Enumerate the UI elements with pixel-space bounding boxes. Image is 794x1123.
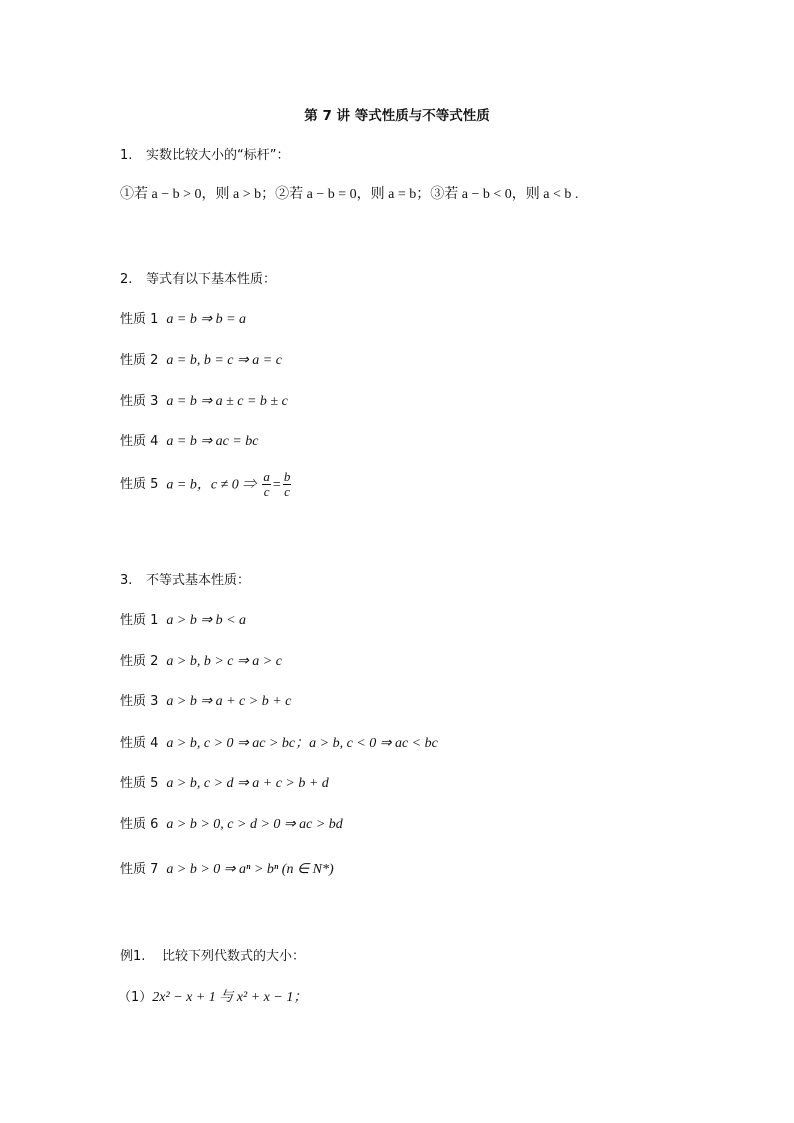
property-expression: a > b > 0, c > d > 0 ⇒ ac > bd (166, 817, 343, 832)
inequality-property-2 (120, 650, 282, 670)
property-label: 性质 6 (120, 817, 159, 832)
example-label: 例1. (120, 949, 146, 964)
property-label: 性质 4 (120, 736, 159, 751)
property-label: 性质 5 (120, 776, 159, 791)
fraction-a-over-c (262, 470, 271, 500)
equality-property-4 (120, 430, 258, 450)
example-heading (120, 945, 305, 964)
section1-heading-text: 实数比较大小的“标杆”： (146, 148, 290, 163)
property-label: 性质 3 (120, 694, 159, 709)
property-expression: a > b ⇒ a + c > b + c (166, 694, 292, 709)
property-label: 性质 7 (120, 862, 159, 877)
equality-property-1 (120, 308, 246, 328)
equality-property-5 (120, 470, 293, 500)
inequality-property-5 (120, 772, 329, 792)
property-label: 性质 1 (120, 613, 159, 628)
property-expression: a = b ⇒ b = a (166, 312, 247, 327)
example-part-label: （1） (118, 990, 153, 1005)
inequality-property-3 (120, 690, 291, 710)
inequality-property-4 (120, 732, 438, 752)
section3-number: 3. (120, 573, 133, 588)
inequality-property-6 (120, 813, 343, 833)
example-part-1 (118, 986, 307, 1006)
fraction-numerator: a (263, 469, 270, 484)
property-expression: a > b, c > d ⇒ a + c > b + d (166, 776, 329, 791)
fraction-b-over-c (283, 470, 292, 500)
page-title: 第 7 讲 等式性质与不等式性质 (304, 108, 490, 124)
section1-comparison-line: ①若 a − b > 0，则 a > b；②若 a − b = 0，则 a = b；③若 a − b < 0，则 a < b . (120, 187, 579, 202)
property-label: 性质 1 (120, 312, 159, 327)
property-label: 性质 5 (120, 477, 159, 493)
section1-number: 1. (120, 148, 133, 163)
inequality-property-1 (120, 609, 246, 629)
fraction-numerator: b (283, 469, 291, 484)
property-expression: a > b, c > 0 ⇒ ac > bc；a > b, c < 0 ⇒ ac < bc (166, 736, 438, 751)
section3-heading-text: 不等式基本性质： (146, 573, 251, 588)
property-expression: a = b, b = c ⇒ a = c (166, 353, 282, 368)
example-text: 比较下列代数式的大小： (162, 949, 306, 964)
section3-heading (120, 569, 250, 588)
property-expression: a > b ⇒ b < a (166, 613, 247, 628)
equality-property-3 (120, 390, 288, 410)
property-label: 性质 2 (120, 353, 159, 368)
property-expression: a = b ⇒ ac = bc (166, 434, 259, 449)
example-part-expression: 2x² − x + 1 与 x² + x − 1； (152, 990, 308, 1005)
property-expression: a > b > 0 ⇒ aⁿ > bⁿ (n ∈ N*) (166, 862, 334, 877)
property-expression: a = b ⇒ a ± c = b ± c (166, 394, 288, 409)
inequality-property-7 (120, 858, 334, 878)
equality-property-2 (120, 349, 282, 369)
property-label: 性质 3 (120, 394, 159, 409)
section2-number: 2. (120, 272, 133, 287)
property-label: 性质 2 (120, 654, 159, 669)
property-expression: a = b，c ≠ 0 ⇒ (166, 477, 257, 493)
fraction-denominator: c (263, 484, 270, 500)
fraction-equals: = (272, 477, 281, 493)
section2-heading-text: 等式有以下基本性质： (146, 272, 277, 287)
fraction-denominator: c (284, 484, 290, 500)
property-expression: a > b, b > c ⇒ a > c (166, 654, 282, 669)
section2-heading (120, 268, 276, 287)
property-label: 性质 4 (120, 434, 159, 449)
section1-heading (120, 144, 289, 163)
